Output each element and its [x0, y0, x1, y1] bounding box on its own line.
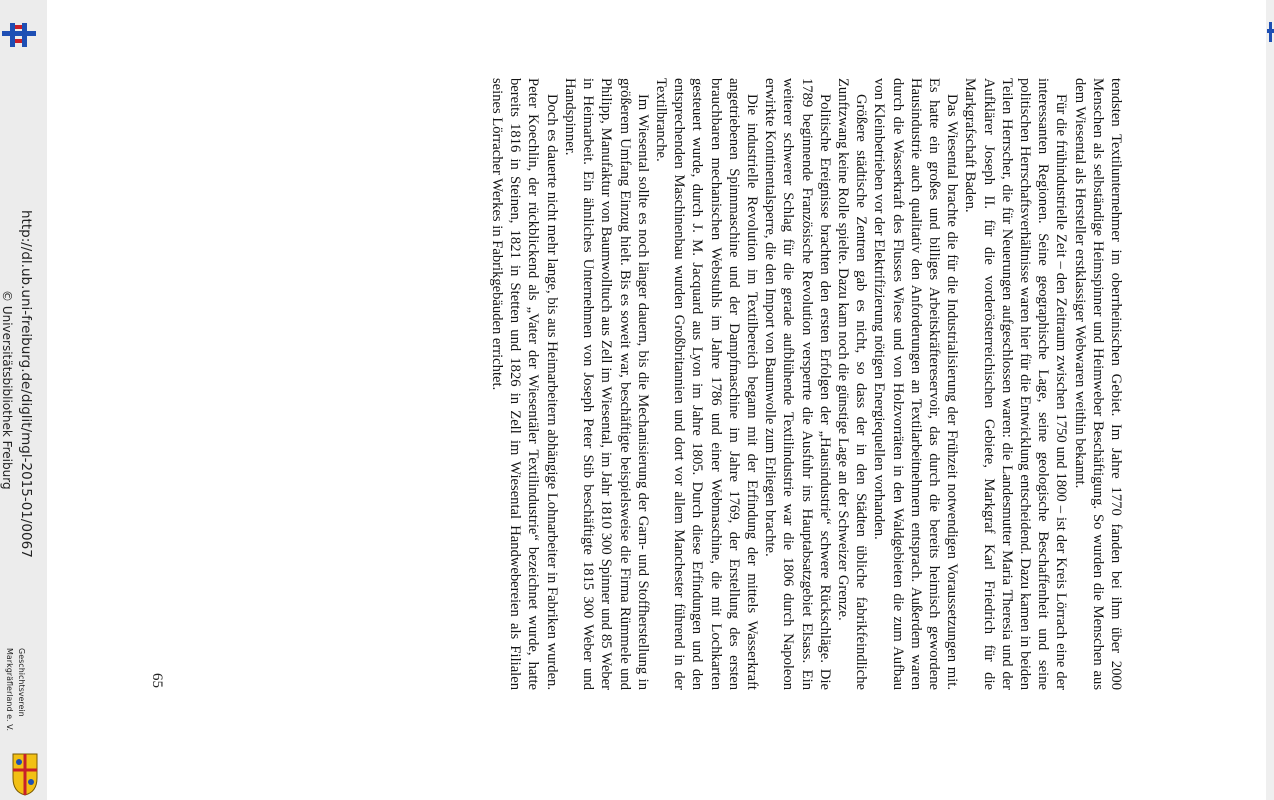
right-edge-strip	[1266, 0, 1274, 800]
paragraph: Die industrielle Revolution im Textilbereich begann mit der Erfindung der mittels Wasserkraft angetriebenen Spinnmaschine und der Dampfmaschine im Jahre 1769, der Erstellung des ersten brauchbaren mechanischen Webstuhls im Jahre 1786 und einer Webmaschine, die mit Lochkarten gesteuert wurde, durch J. M. Jacquard aus Lyon im Jahre 1805. Durch diese Erfindungen und den entsprechenden Maschinenbau wurden Großbritannien und dort vor allem Manchester führend in der Textilbranche.	[652, 78, 760, 690]
digitalisat-url[interactable]: http://dl.ub.uni-freiburg.de/diglit/mgl-2015-01/0067	[18, 210, 34, 558]
coat-of-arms-icon	[12, 752, 38, 796]
paragraph: Für die frühindustrielle Zeit – den Zeitraum zwischen 1750 und 1800 – ist der Kreis Lörrach eine der interessanten Regionen. Seine geographische Lage, seine geologische Beschaffenheit und seine politischen Herrschaftsverhältnisse waren hier für die Entwicklung entscheidend. Dazu kamen in beiden Teilen Herrscher, die für Neuerungen aufgeschlossen waren: die Landesmutter Maria Theresia und der Aufklärer Joseph II. für die vorderösterreichischen Gebiete, Markgraf Karl Friedrich für die Markgrafschaft Baden.	[962, 78, 1070, 690]
publisher-name-line-2: Markgräflerland e. V.	[5, 648, 14, 732]
paragraph: Doch es dauerte nicht mehr lange, bis aus Heimarbeitern abhängige Lohnarbeiter in Fabriken wurden. Peter Koechlin, der rückblickend als „Vater der Wiesentäler Textilindustrie“ bezeichnet wurde, hatte bereits 1816 in Steinen, 1821 in Stetten und 1826 in Zell im Wiesental Handwebereien als Filialen seines Lörracher Werkes in Fabrikgebäuden errichtet.	[489, 78, 560, 690]
publisher-name-line-1: Geschichtsverein	[17, 648, 26, 717]
paragraph: Im Wiesental sollte es noch länger dauern, bis die Mechanisierung der Garn- und Stoffherstellung in größerem Umfang Einzug hielt. Bis es soweit war, beschäftigte beispielsweise die Firma Rümmele und Philipp, Manufaktur von Baumwolltuch aus Zell im Wiesental, im Jahr 1810 300 Spinner und 85 Weber in Heimarbeit. Ein ähnliches Unternehmen von Joseph Peter Stib beschäftigte 1815 300 Weber und Handspinner.	[561, 78, 651, 690]
left-sidebar	[0, 0, 47, 800]
ub-freiburg-logo-icon	[1267, 22, 1274, 42]
ub-freiburg-logo-icon	[2, 22, 36, 48]
page-body-text	[488, 78, 1125, 690]
paragraph: tendsten Textilunternehmer im oberrheinischen Gebiet. Im Jahre 1770 fanden bei ihm über 2000 Menschen als selbständige Heimspinner und Heimweber Beschäftigung. So wurden die Menschen aus dem Wiesental als Hersteller erstklassiger Webwaren weithin bekannt.	[1071, 78, 1124, 690]
library-credit: © Universitätsbibliothek Freiburg	[0, 290, 14, 490]
paragraph: Politische Ereignisse brachten den ersten Erfolgen der „Hausindustrie“ schwere Rückschläge. Die 1789 beginnende Französische Revolution versperrte die Ausfuhr ins Hauptabsatzgebiet Elsass. Ein weiterer schwerer Schlag für die gerade aufblühende Textilindustrie war die 1806 durch Napoleon erwirkte Kontinentalsperre, die den Import von Baumwolle zum Erliegen brachte.	[762, 78, 833, 690]
paragraph: Das Wiesental brachte die für die Industrialisierung der Frühzeit notwendigen Voraussetzungen mit. Es hatte ein großes und billiges Arbeitskräftereservoir, das durch die bereits heimisch gewordene Hausindustrie auch qualitativ den Anforderungen an Textilarbeitnehmern entsprach. Außerdem waren durch die Wasserkraft des Flusses Wiese und von Holzvorräten in den Waldgebieten die zum Aufbau von Kleinbetrieben vor der Elektrifizierung nötigen Energiequellen vorhanden.	[871, 78, 961, 690]
page-number: 65	[149, 673, 165, 688]
paragraph: Größere städtische Zentren gab es nicht, so dass der in den Städten übliche fabrikfeindliche Zunftzwang keine Rolle spielte. Dazu kam noch die günstige Lage an der Schweizer Grenze.	[834, 78, 870, 690]
